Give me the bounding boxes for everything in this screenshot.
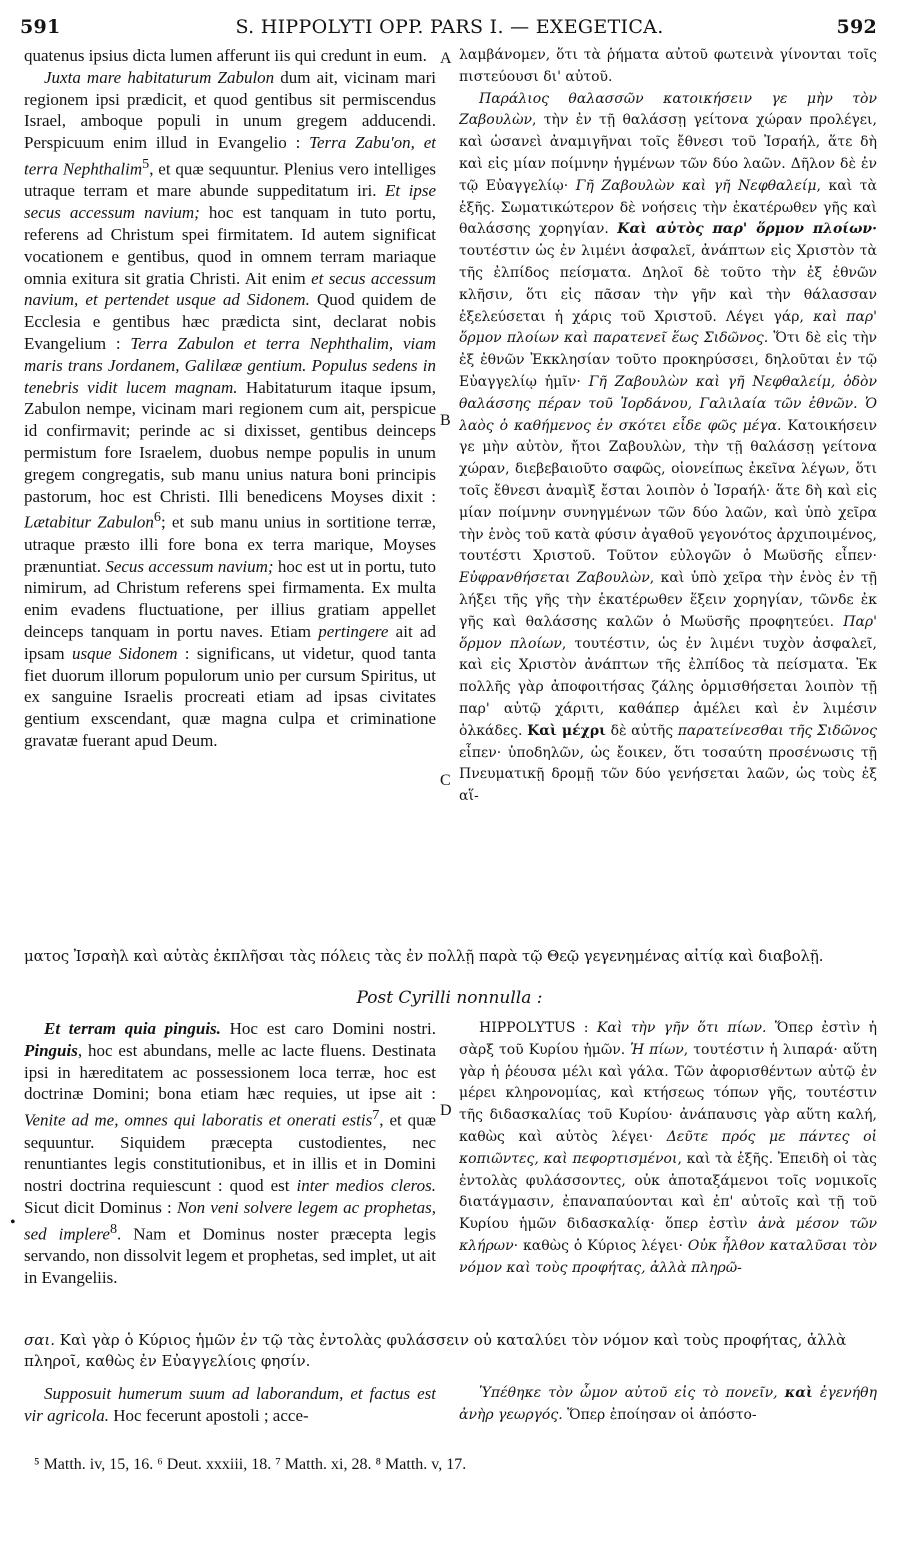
margin-bullet: • xyxy=(10,1214,16,1231)
greek-continuation-line-2: σαι. Καὶ γὰρ ὁ Κύριος ἡμῶν ἐν τῷ τὰς ἐντολὰς φυλάσσειν οὐ καταλύει τὸν νόμον καὶ τοὺς προφήτας, ἀλλὰ πληροῖ, καθὼς ἐν Εὐαγγελίοις φησίν. xyxy=(24,1331,847,1370)
greek-column-3: Ὑπέθηκε τὸν ὦμον αὐτοῦ εἰς τὸ πονεῖν, καὶ ἐγενήθη ἀνὴρ γεωργός. Ὅπερ ἐποίησαν οἱ ἀπόστο- xyxy=(459,1385,877,1423)
margin-marker-c: C xyxy=(440,772,451,789)
latin-column-2: Et terram quia pinguis. Hoc est caro Domini nostri. Pinguis, hoc est abundans, melle ac lacte fluens. Destinata ipsi in hæreditatem ac possessionem loca terræ, hoc est doctrinæ Domini; bona etiam hæc requies, ut ipse ait : Venite ad me, omnes qui laboratis et onerati estis$^7$, et quæ sequuntur. Siquidem præcepta custodientes, nec renuntiantes legis constitutionibus, et in illis et in Domini nostri doctrina requiescunt : quod est inter medios cleros. Sicut dicit Dominus : Non veni solvere legem ac prophetas, sed implere$^8$. Nam et Dominus noster præcepta legis servando, non dissolvit legem et prophetas, sed implet, ut ait in Evangeliis. xyxy=(24,1019,436,1288)
latin-column-1: quatenus ipsius dicta lumen afferunt iis qui credunt in eum. Juxta mare habitaturum Zabulon dum ait, vicinam mari regionem ipsi prædicit, et quod gentibus sit permiscendus Israel, amboque populi in unum gregem adducendi. Perspicuum enim illud in Evangelio : Terra Zabu'on, et terra Nephthalim$^5$, et quæ sequuntur. Plenius vero intelliges utraque terram et mare abunde suppeditatum iri. Et ipse secus accessum navium; hoc est tanquam in tuto portu, referens ad Christum spei firmitatem. Id autem significat vocationem e gentibus, quod in omnem terram mariaque omnia exitura sit gratia Christi. Ait enim et secus accessum navium, et pertendet usque ad Sidonem. Quod quidem de Ecclesia e gentibus hæc prædicta sint, declarat nobis Evangelium : Terra Zabulon et terra Nephthalim, viam maris trans Jordanem, Galilææ gentium. Populus sedens in tenebris vidit lucem magnam. Habitaturum itaque ipsum, Zabulon nempe, vicinam mari regionem cum ait, perspicue id confirmavit; perinde ac si dixisset, gentibus deinceps permistum fore Israelem, duobus nempe populis in unum gregem congregatis, sub manu unius natura boni principis pastorum, hoc est Christi. Illi benedicens Moyses dixit : Lætabitur Zabulon$^6$; et sub manu unius in sortitione terræ, utraque præsto illi fore bona ex terra marique, Moyses prænuntiat. Secus accessum navium; hoc est ut in portu, tuto nimirum, ad Christum referens spei firmamenta. Ex multa enim evadens fluctuatione, per illius gratiam appellet deinceps tanquam in portu naves. Etiam pertingere ait ad ipsam usque Sidonem : significans, ut videtur, quod tanta fiet duorum illorum populorum unio per cursum Spiritus, ut ex sanguine Israelis procreati etiam ad ipsas civitates gentium exscendant, quæ magna culpa et criminatione gravatæ fuerant apud Deum. xyxy=(24,46,436,751)
page-number-right: 592 xyxy=(836,16,877,38)
latin-column-3: Supposuit humerum suum ad laborandum, et factus est vir agricola. Hoc fecerunt apostoli ; acce- xyxy=(24,1384,436,1425)
running-title: S. HIPPOLYTI OPP. PARS I. — EXEGETICA. xyxy=(235,16,664,38)
greek-column-1: λαμβάνομεν, ὅτι τὰ ῥήματα αὐτοῦ φωτεινὰ γίνονται τοῖς πιστεύουσι δι' αὐτοῦ. Παράλιος θαλασσῶν κατοικήσειν γε μὴν τὸν Ζαβουλὼν, τὴν ἐν τῇ θαλάσσῃ γείτονα χώραν προλέγει, καὶ ὡσανεὶ ἀναμιγῆναι τοῖς ἔθνεσι τοῦ Ἰσραήλ, ἅτε δὴ καὶ εἰς μίαν ποίμνην ἡγμένων τῶν δύο λαῶν. Δῆλον δὲ ἐν τῷ Εὐαγγελίῳ· Γῆ Ζαβουλὼν καὶ γῆ Νεφθαλείμ, καὶ τὰ ἑξῆς. Σωματικώτερον δὲ νοήσεις τὴν ἑκατέρωθεν γῆς καὶ θαλάσσης χορηγίαν. Καὶ αὐτὸς παρ' ὅρμον πλοίων· τουτέστιν ὡς ἐν λιμένι ἀσφαλεῖ, ἀνάπτων εἰς Χριστὸν τὰ τῆς ἐλπίδος πείσματα. Δηλοῖ δὲ τοῦτο τὴν ἐξ ἐθνῶν κλῆσιν, ὅτι εἰς πᾶσαν τὴν γῆν καὶ τὴν θάλασσαν ἐξελεύσεται ἡ χάρις τοῦ Χριστοῦ. Λέγει γάρ, καὶ παρ' ὅρμον πλοίων καὶ παρατενεῖ ἕως Σιδῶνος. Ὅτι δὲ εἰς τὴν ἐξ ἐθνῶν Ἐκκλησίαν τοῦτο προκηρύσσει, δηλοῦται ἐν τῷ Εὐαγγελίῳ ἡμῖν· Γῆ Ζαβουλὼν καὶ γῆ Νεφθαλείμ, ὁδὸν θαλάσσης πέραν τοῦ Ἰορδάνου, Γαλιλαία τῶν ἐθνῶν. Ὁ λαὸς ὁ καθήμενος ἐν σκότει εἶδε φῶς μέγα. Κατοικήσειν γε μὴν αὐτὸν, ἤτοι Ζαβουλὼν, τὴν τῇ θαλάσσῃ γείτονα χώραν, διεβεβαιοῦτο σαφῶς, οἱονείπως ἐκεῖνα λέγων, ὅτι τοῖς ἔθνεσι ἀναμὶξ ἔσται λοιπὸν ὁ Ἰσραήλ· ἅτε δὴ καὶ εἰς μίαν ποίμνην συνηγμένων τῶν δύο λαῶν, καὶ ὑπὸ χεῖρα τὴν ἑνὸς τοῦ κατὰ φύσιν ἀγαθοῦ γεγονότος ἀρχιποιμένος, τουτέστι Χριστοῦ. Τοῦτον εὐλογῶν ὁ Μωϋσῆς εἶπεν· Εὐφρανθήσεται Ζαβουλὼν, καὶ ὑπὸ χεῖρα τὴν ἑνὸς ἐν τῇ λήξει τῆς γῆς τὴν ἑκατέρωθεν ἕξειν χορηγίαν, τῶνδε ἐκ γῆς καὶ θαλάσσης καλῶν ὁ Μωϋσῆς προφητεύει. Παρ' ὅρμον πλοίων, τουτέστιν, ὡς ἐν λιμένι τυχὸν ἀσφαλεῖ, καὶ εἰς Χριστὸν ἀνάπτων τῆς ἐλπίδος τὰ πείσματα. Ἐκ πολλῆς γὰρ ἀποφοιτήσας ζάλης ὁρμισθήσεται λοιπὸν τῇ παρ' αὐτῷ χάριτι, καθάπερ ἀμέλει καὶ ἐν λιμέσιν ὁλκάδες. Καὶ μέχρι δὲ αὐτῆς παρατείνεσθαι τῆς Σιδῶνος εἶπεν· ὑποδηλῶν, ὡς ἔοικεν, ὅτι τοσαύτη προσένωσις τῇ Πνευματικῇ δρομῇ τῶν δύο γενήσεται λαῶν, ὡς τοὺς ἐξ αἵ- xyxy=(459,47,877,805)
greek-column-2: HIPPOLYTUS : Καὶ τὴν γῆν ὅτι πίων. Ὅπερ ἐστὶν ἡ σὰρξ τοῦ Κυρίου ἡμῶν. Ἡ πίων, τουτέστιν ἡ λιπαρά· αὕτη γὰρ ἡ ῥέουσα μέλι καὶ γάλα. Τῶν ἀφορισθέντων αὐτῷ ἐν μέρει κληρονομίας, καὶ κτήσεως τόπων γῆς, τουτέστιν τῆς διδασκαλίας τοῦ Κυρίου· ἀνάπαυσις γὰρ αὕτη καλή, καθὼς καὶ αὐτὸς λέγει· Δεῦτε πρός με πάντες οἱ κοπιῶντες, καὶ πεφορτισμένοι, καὶ τὰ ἑξῆς. Ἐπειδὴ οἱ τὰς ἐντολὰς φυλάσσοντες, οὐκ ἀποταξάμενοι τοῖς νομικοῖς διατάγμασιν, ἐπαναπαύονται καὶ ἐπ' αὐτοῖς καὶ τῇ τοῦ Κυρίου ἡμῶν διδασκαλίᾳ· ὅπερ ἐστὶν ἀνὰ μέσον τῶν κλήρων· καθὼς ὁ Κύριος λέγει· Οὐκ ἦλθον καταλῦσαι τὸν νόμον καὶ τοὺς προφήτας, ἀλλὰ πληρῶ- xyxy=(459,1020,877,1276)
margin-marker-d: D xyxy=(440,1102,452,1119)
section-heading: Post Cyrilli nonnulla : xyxy=(356,988,543,1008)
page-number-left: 591 xyxy=(20,16,61,38)
margin-marker-b: B xyxy=(440,412,451,429)
margin-marker-a: A xyxy=(440,50,452,67)
greek-continuation-line-1: ματος Ἰσραὴλ καὶ αὐτὰς ἐκπλῆσαι τὰς πόλεις τὰς ἐν πολλῇ παρὰ τῷ Θεῷ γεγενημένας αἰτίᾳ καὶ διαβολῇ. xyxy=(24,947,824,965)
footnotes: ⁵ Matth. iv, 15, 16. ⁶ Deut. xxxiii, 18. ⁷ Matth. xi, 28. ⁸ Matth. v, 17. xyxy=(34,1456,467,1473)
